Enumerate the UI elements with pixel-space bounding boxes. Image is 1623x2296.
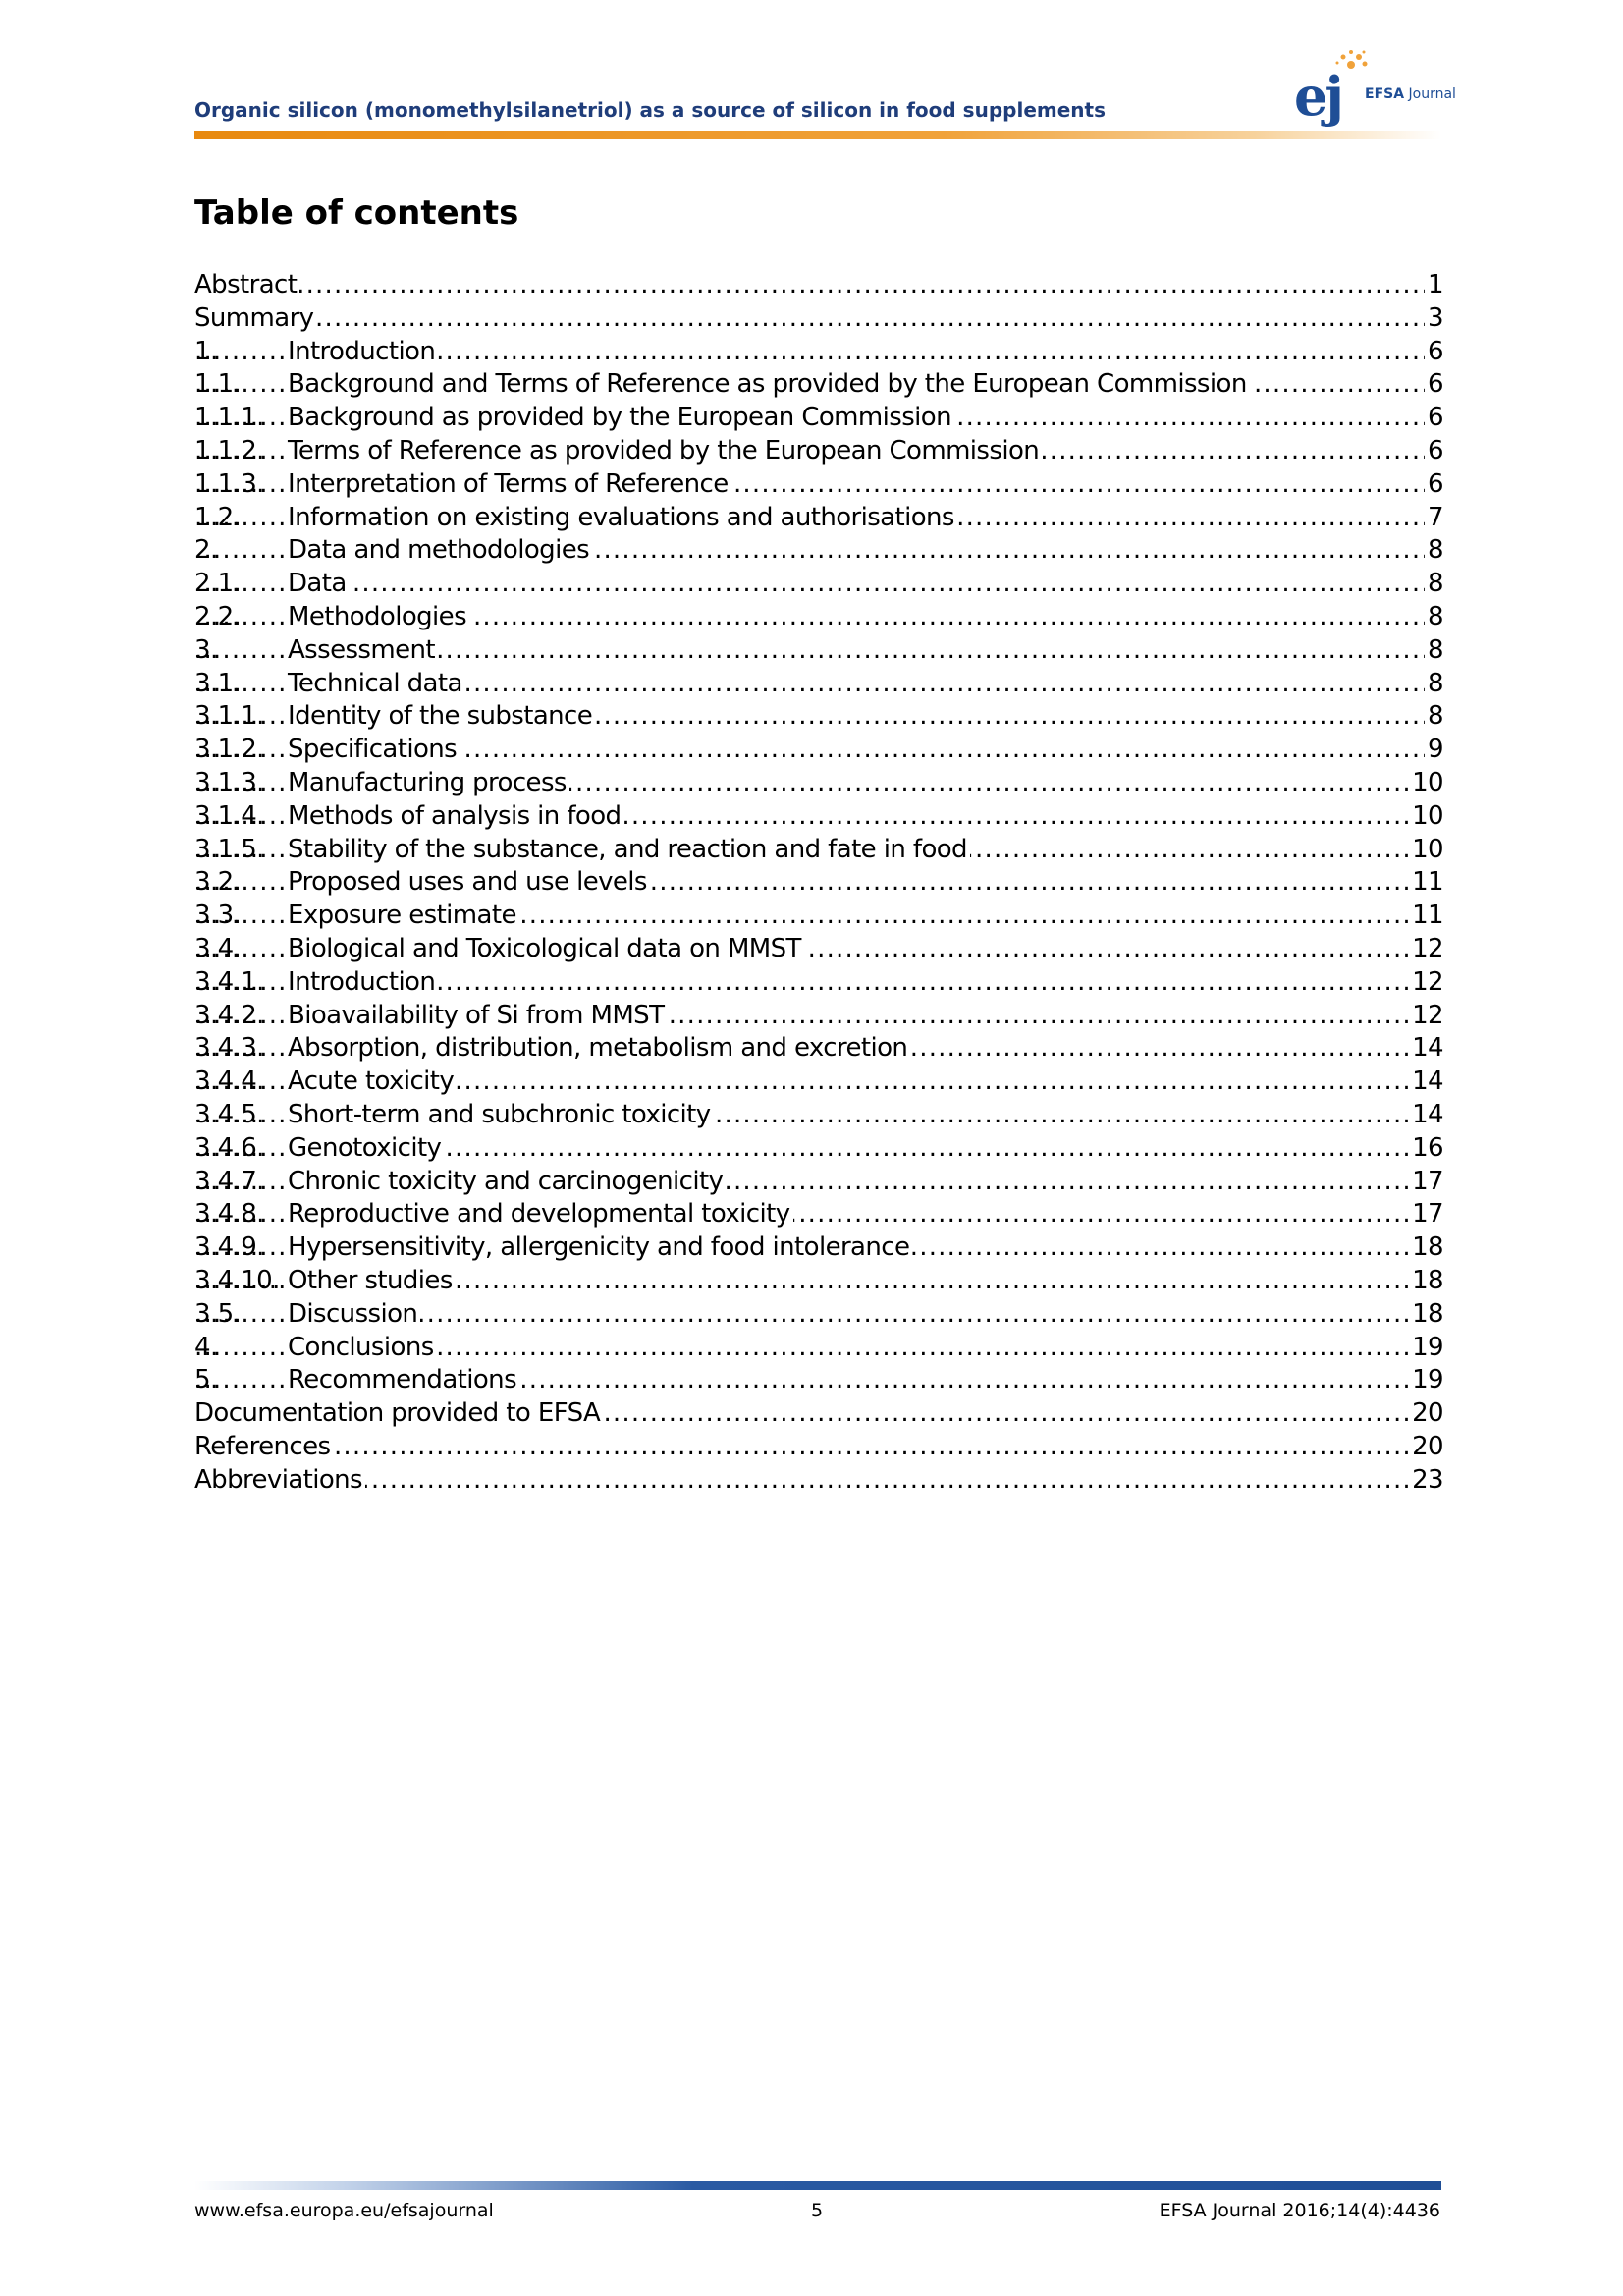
toc-entry[interactable] xyxy=(194,1132,1443,1166)
toc-entry[interactable] xyxy=(194,534,1443,568)
toc-entry-page: 6 xyxy=(1425,435,1443,468)
toc-entry-number: 1. xyxy=(194,336,218,366)
toc-entry-page: 7 xyxy=(1425,502,1443,535)
footer-rule xyxy=(194,2181,1441,2190)
toc-entry-label: Terms of Reference as provided by the European Commission xyxy=(288,435,1042,468)
dot-leader xyxy=(194,1431,1443,1464)
toc-entry-label: Specifications xyxy=(288,734,460,767)
toc-entry-number: 3.4.2. xyxy=(194,1000,264,1030)
dot-leader xyxy=(194,568,1443,601)
toc-entry-page: 6 xyxy=(1425,468,1443,502)
toc-entry-page: 14 xyxy=(1409,1032,1443,1066)
toc-entry-page: 8 xyxy=(1425,634,1443,668)
toc-entry-page: 19 xyxy=(1409,1364,1443,1397)
toc-entry[interactable] xyxy=(194,1231,1443,1265)
toc-entry-number: 3.3. xyxy=(194,901,242,931)
toc-entry-number: 4. xyxy=(194,1332,218,1362)
toc-entry-label: Abstract xyxy=(194,269,299,302)
footer-citation: EFSA Journal 2016;14(4):4436 xyxy=(1159,2200,1440,2221)
toc-entry[interactable] xyxy=(194,1032,1443,1066)
toc-entry-label: Methods of analysis in food xyxy=(288,800,623,834)
toc-entry-label: Data and methodologies xyxy=(288,534,592,568)
logo-mark: ej xyxy=(1294,65,1341,128)
toc-entry[interactable] xyxy=(194,866,1443,900)
toc-entry[interactable] xyxy=(194,634,1443,668)
toc-entry-number: 3.1. xyxy=(194,668,242,698)
toc-entry[interactable] xyxy=(194,1000,1443,1033)
toc-entry-page: 19 xyxy=(1409,1332,1443,1365)
toc-entry-label: Genotoxicity xyxy=(288,1132,444,1166)
toc-entry-page: 3 xyxy=(1425,302,1443,336)
toc-entry-label: Biological and Toxicological data on MMST xyxy=(288,933,804,966)
toc-entry[interactable] xyxy=(194,834,1443,867)
toc-entry[interactable] xyxy=(194,900,1443,933)
toc-entry-page: 23 xyxy=(1409,1464,1443,1498)
toc-entry-label: Recommendations xyxy=(288,1364,519,1397)
dot-leader xyxy=(194,269,1443,302)
toc-entry-page: 16 xyxy=(1409,1132,1443,1166)
toc-entry-number: 3.4.5. xyxy=(194,1099,264,1129)
table-of-contents xyxy=(194,269,1443,1497)
toc-entry[interactable] xyxy=(194,966,1443,1000)
toc-entry[interactable] xyxy=(194,1066,1443,1099)
toc-entry[interactable] xyxy=(194,1265,1443,1298)
toc-entry-label: Acute toxicity xyxy=(288,1066,457,1099)
toc-entry-number: 3.4.4. xyxy=(194,1066,264,1097)
toc-entry-page: 6 xyxy=(1425,368,1443,402)
toc-entry-label: Absorption, distribution, metabolism and excretion xyxy=(288,1032,910,1066)
toc-entry-number: 3.5. xyxy=(194,1298,242,1329)
toc-entry-number: 3.1.4. xyxy=(194,800,264,831)
toc-entry-label: Interpretation of Terms of Reference xyxy=(288,468,731,502)
toc-entry[interactable] xyxy=(194,1431,1443,1464)
toc-entry-page: 1 xyxy=(1425,269,1443,302)
toc-entry-number: 3.4.1. xyxy=(194,966,264,997)
toc-entry[interactable] xyxy=(194,1364,1443,1397)
toc-entry[interactable] xyxy=(194,767,1443,800)
toc-entry-page: 18 xyxy=(1409,1298,1443,1332)
toc-entry-page: 12 xyxy=(1409,1000,1443,1033)
toc-entry-label: Methodologies xyxy=(288,601,469,634)
efsa-journal-logo xyxy=(1294,47,1456,128)
toc-entry[interactable] xyxy=(194,468,1443,502)
toc-entry[interactable] xyxy=(194,1099,1443,1132)
toc-entry-page: 8 xyxy=(1425,700,1443,734)
toc-entry-label: Data xyxy=(288,568,350,601)
toc-entry-number: 3.4.10. xyxy=(194,1265,280,1295)
toc-entry[interactable] xyxy=(194,336,1443,369)
running-header-title: Organic silicon (monomethylsilanetriol) as a source of silicon in food supplements xyxy=(194,98,1106,122)
toc-entry-page: 17 xyxy=(1409,1198,1443,1231)
toc-heading: Table of contents xyxy=(194,193,519,233)
toc-entry-label: Technical data xyxy=(288,668,465,701)
toc-entry-label: Manufacturing process xyxy=(288,767,569,800)
toc-entry-label: Abbreviations xyxy=(194,1464,365,1498)
toc-entry-label: Chronic toxicity and carcinogenicity xyxy=(288,1166,726,1199)
footer-url[interactable]: www.efsa.europa.eu/efsajournal xyxy=(194,2200,494,2221)
footer-page-number: 5 xyxy=(811,2200,824,2221)
toc-entry-label: References xyxy=(194,1431,333,1464)
toc-entry-page: 8 xyxy=(1425,534,1443,568)
toc-entry[interactable] xyxy=(194,435,1443,468)
toc-entry-number: 2.2. xyxy=(194,601,242,631)
toc-entry-page: 9 xyxy=(1425,734,1443,767)
dot-leader xyxy=(194,302,1443,336)
toc-entry[interactable] xyxy=(194,1464,1443,1498)
toc-entry-label: Other studies xyxy=(288,1265,456,1298)
toc-entry-number: 3.1.3. xyxy=(194,767,264,797)
dot-leader xyxy=(194,1464,1443,1498)
toc-entry-number: 3.4.3. xyxy=(194,1033,264,1064)
toc-entry-label: Bioavailability of Si from MMST xyxy=(288,1000,667,1033)
toc-entry[interactable] xyxy=(194,933,1443,966)
logo-name: EFSA Journal xyxy=(1365,86,1456,102)
toc-entry[interactable] xyxy=(194,1166,1443,1199)
toc-entry-number: 3.4.9. xyxy=(194,1232,264,1263)
toc-entry[interactable] xyxy=(194,502,1443,535)
toc-entry[interactable] xyxy=(194,1332,1443,1365)
toc-entry-number: 5. xyxy=(194,1365,218,1395)
toc-entry[interactable] xyxy=(194,601,1443,634)
toc-entry-number: 1.2. xyxy=(194,502,242,532)
toc-entry-page: 10 xyxy=(1409,834,1443,867)
toc-entry-number: 3.1.5. xyxy=(194,834,264,864)
toc-entry-number: 1.1.2. xyxy=(194,435,264,465)
toc-entry-number: 1.1.3. xyxy=(194,468,264,499)
toc-entry-number: 1.1. xyxy=(194,369,242,400)
toc-entry-label: Short-term and subchronic toxicity xyxy=(288,1099,714,1132)
toc-entry-label: Proposed uses and use levels xyxy=(288,866,650,900)
toc-entry-label: Documentation provided to EFSA xyxy=(194,1397,603,1431)
toc-entry[interactable] xyxy=(194,402,1443,435)
toc-entry-page: 12 xyxy=(1409,933,1443,966)
toc-entry[interactable] xyxy=(194,1198,1443,1231)
toc-entry-number: 2. xyxy=(194,535,218,566)
toc-entry-label: Conclusions xyxy=(288,1332,437,1365)
toc-entry-page: 10 xyxy=(1409,767,1443,800)
toc-entry-page: 20 xyxy=(1409,1397,1443,1431)
toc-entry[interactable] xyxy=(194,568,1443,601)
toc-entry-label: Information on existing evaluations and authorisations xyxy=(288,502,957,535)
toc-entry-number: 3.4.7. xyxy=(194,1166,264,1196)
toc-entry-page: 14 xyxy=(1409,1099,1443,1132)
toc-entry-number: 3.4.6. xyxy=(194,1132,264,1163)
toc-entry-page: 17 xyxy=(1409,1166,1443,1199)
toc-entry-label: Exposure estimate xyxy=(288,900,519,933)
toc-entry[interactable] xyxy=(194,734,1443,767)
toc-entry-page: 6 xyxy=(1425,336,1443,369)
toc-entry-label: Hypersensitivity, allergenicity and food intolerance xyxy=(288,1231,912,1265)
toc-entry-label: Identity of the substance xyxy=(288,700,595,734)
toc-entry[interactable] xyxy=(194,302,1443,336)
toc-entry[interactable] xyxy=(194,1298,1443,1332)
toc-entry-page: 11 xyxy=(1409,866,1443,900)
toc-entry[interactable] xyxy=(194,668,1443,701)
toc-entry[interactable] xyxy=(194,800,1443,834)
toc-entry-number: 3.2. xyxy=(194,867,242,898)
toc-entry[interactable] xyxy=(194,368,1443,402)
toc-entry-number: 1.1.1. xyxy=(194,403,264,433)
toc-entry-number: 3.1.1. xyxy=(194,701,264,732)
toc-entry[interactable] xyxy=(194,1397,1443,1431)
toc-entry-page: 18 xyxy=(1409,1231,1443,1265)
toc-entry-page: 14 xyxy=(1409,1066,1443,1099)
toc-entry-page: 12 xyxy=(1409,966,1443,1000)
toc-entry-number: 2.1. xyxy=(194,569,242,599)
toc-entry-number: 3.1.2. xyxy=(194,735,264,765)
toc-entry-page: 8 xyxy=(1425,668,1443,701)
toc-entry-label: Stability of the substance, and reaction and fate in food xyxy=(288,834,970,867)
toc-entry-page: 18 xyxy=(1409,1265,1443,1298)
toc-entry-label: Summary xyxy=(194,302,316,336)
toc-entry[interactable] xyxy=(194,700,1443,734)
toc-entry-label: Assessment xyxy=(288,634,438,668)
toc-entry-page: 10 xyxy=(1409,800,1443,834)
toc-entry-number: 3.4.8. xyxy=(194,1199,264,1230)
toc-entry-label: Discussion xyxy=(288,1298,420,1332)
toc-entry-number: 3. xyxy=(194,634,218,665)
toc-entry-label: Background and Terms of Reference as provided by the European Commission xyxy=(288,368,1250,402)
toc-entry-page: 8 xyxy=(1425,601,1443,634)
toc-entry-label: Introduction xyxy=(288,966,438,1000)
toc-entry[interactable] xyxy=(194,269,1443,302)
toc-entry-number: 3.4. xyxy=(194,933,242,963)
toc-entry-page: 6 xyxy=(1425,402,1443,435)
toc-entry-label: Introduction xyxy=(288,336,438,369)
toc-entry-label: Background as provided by the European Commission xyxy=(288,402,954,435)
toc-entry-label: Reproductive and developmental toxicity xyxy=(288,1198,793,1231)
toc-entry-page: 11 xyxy=(1409,900,1443,933)
header-rule xyxy=(194,131,1441,139)
toc-entry-page: 8 xyxy=(1425,568,1443,601)
toc-entry-page: 20 xyxy=(1409,1431,1443,1464)
